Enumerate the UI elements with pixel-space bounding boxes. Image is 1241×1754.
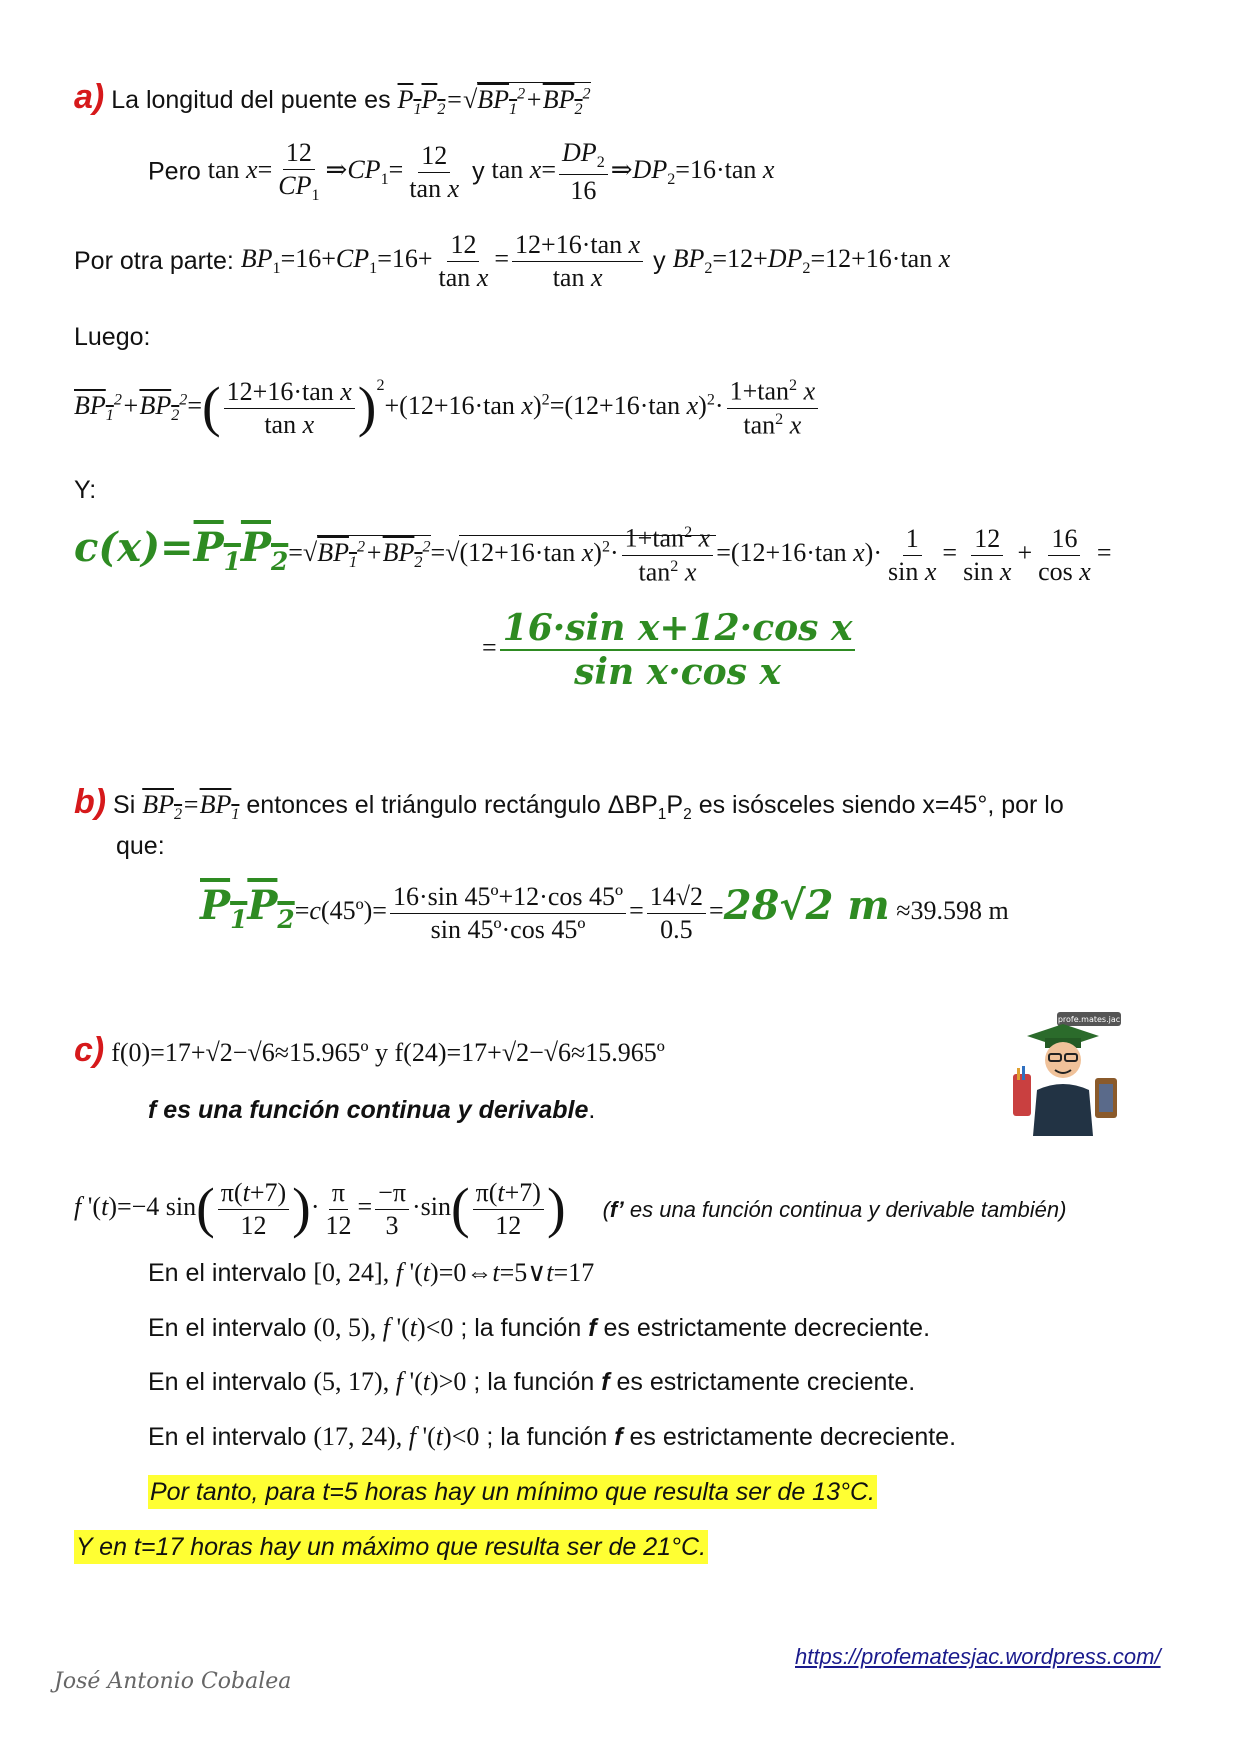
formula-tan-dp2: tan x= $\frac{DP_2}{16}$ $\Rightarrow DP_2=16\cdot\tan$ x — [491, 138, 775, 206]
part-b-approx: ≈39.598 m — [896, 896, 1009, 926]
formula-cx-result: = $\frac{\text{16·sin x+12·cos x}}{\text{sin x·cos x}}$ — [482, 633, 858, 662]
y-text-2: y — [653, 247, 666, 275]
deriv-note-bold: f’ — [609, 1196, 624, 1222]
deriv-note-end: ) — [1059, 1196, 1067, 1222]
interval-line-2: En el intervalo (0, 5), f '(t)<0 ; la función f es estrictamente decreciente. — [148, 1313, 931, 1342]
deriv-note — [603, 1197, 1067, 1222]
decreasing-text-2: es estrictamente decreciente. — [629, 1423, 957, 1451]
formula-c45: $P_1P_2=c(45º)=$ $\frac{\text{16·sin 45º+12·cos 45º}}{\text{sin 45º·cos 45º}}$ = $\frac{14√2}{0.5}$ =28√2 m ≈39.598 m — [200, 882, 1009, 944]
part-a-line7 — [74, 525, 1112, 585]
formula-interval-17-24: (17, 24), f '(t)<0 — [313, 1422, 480, 1451]
interval-line-3: En el intervalo (5, 17), f '(t)>0 ; la función f es estrictamente creciente. — [148, 1367, 916, 1396]
formula-bp2-eq-bp1: $BP_2=BP_1$ — [142, 790, 240, 824]
interval-pre-2: En el intervalo — [148, 1314, 307, 1342]
author-signature: José Antonio Cobalea — [54, 1669, 292, 1694]
part-c-label: c) — [74, 1031, 105, 1069]
part-b-line1: b) Si $BP_2=BP_1$ entonces el triángulo rectángulo $\Delta BP_1P_2$ es isósceles siendo x=45°, por lo — [74, 783, 1064, 824]
interval-pre-1: En el intervalo — [148, 1259, 307, 1287]
formula-bridge-length: $P_1P_2=√BP_1^2+BP_2^2$ — [398, 82, 591, 114]
footer-url-link[interactable]: https://profematesjac.wordpress.com/ — [795, 1644, 1161, 1669]
part-a-line5 — [74, 378, 821, 438]
si-text: Si — [113, 791, 136, 819]
part-a-line3 — [74, 232, 950, 291]
part-a-intro: La longitud del puente es — [111, 86, 391, 114]
footer-author — [54, 1668, 291, 1693]
part-c-line2: f es una función continua y derivable. — [148, 1096, 596, 1124]
Y-text: Y: — [74, 476, 97, 504]
part-c-line3 — [74, 1180, 1066, 1239]
part-b-label: b) — [74, 783, 107, 821]
formula-cx: $c(x)=P_1P_2=√BP_1^2+BP_2^2=√(12+16\cdot\tan$ x)$^2$· $\frac{1+\tan^2 x}{\tan^2 x}$ =(12+16·tan x)· $\frac{1}{\text{sin x}}$ = $\frac{12}{\text{sin x}}$ + $\frac{16}{\text{cos x}}$ = — [74, 523, 1112, 587]
y-text-1: y — [472, 157, 485, 186]
decreasing-text-1: es estrictamente decreciente. — [603, 1314, 931, 1342]
formula-bp1: $BP_1=16+CP_1=16+$ $\frac{12}{\text{tan x}}$ = $\frac{\text{12+16·tan x}}{\text{tan x}}$ — [241, 244, 646, 273]
conclusion-1-text: Por tanto, para t=5 horas hay un mínimo que resulta ser de 13°C. — [148, 1475, 877, 1509]
pero-text: Pero — [148, 157, 201, 186]
formula-interval-5-17: (5, 17), f '(t)>0 — [313, 1367, 467, 1396]
part-b-text2: es isósceles siendo x=45°, por lo — [698, 791, 1064, 819]
mascot-caption: profe.mates.jac — [1057, 1015, 1121, 1024]
part-b-line3 — [200, 884, 1009, 943]
conclusion-2 — [74, 1535, 708, 1560]
interval-line-1 — [148, 1260, 594, 1286]
conclusion-2-text: Y en t=17 horas hay un máximo que resulta ser de 21°C. — [74, 1530, 708, 1564]
part-b-text1: entonces el triángulo rectángulo ΔBP — [246, 791, 658, 819]
por-otra-parte-text: Por otra parte: — [74, 247, 234, 275]
part-a-line8 — [482, 607, 858, 693]
formula-bp2: $BP_2=12+DP_2=12+16\cdot\tan$ x — [672, 243, 951, 278]
interval-funcion-4: ; la función — [486, 1423, 608, 1451]
formula-derivative: f '(t)=−4 sin( $\frac{\pi(t+7)}{12}$ )· $\frac{\pi}{12}$ = $\frac{-\pi}{3}$ ·sin( $\frac{\pi(t+7)}{12}$ ) — [74, 1178, 566, 1241]
conclusion-1 — [148, 1480, 877, 1505]
mascot-figure — [1005, 1010, 1123, 1138]
interval-pre-3: En el intervalo — [148, 1368, 307, 1396]
part-b-text3: que: — [116, 832, 165, 860]
interval-pre-4: En el intervalo — [148, 1423, 307, 1451]
deriv-note-post: es una función continua y derivable también — [623, 1196, 1060, 1222]
formula-sum-squares: $BP_1^2+BP_2^2=$( $\frac{\text{12+16·tan x}}{\text{tan x}}$ )$^2$+(12+16·tan x)$^2$=(12+16·tan x)$^2$· $\frac{1+\tan^2 x}{\tan^2 x}$ — [74, 391, 821, 420]
formula-interval-0-5: (0, 5), f '(t)<0 — [313, 1313, 454, 1342]
formula-f-values: f(0)=17+√2−√6≈15.965º y f(24)=17+√2−√6≈15.965º — [111, 1038, 665, 1067]
continuous-text: f es una función continua y derivable — [148, 1096, 589, 1124]
formula-critical-points: [0, 24], f '(t)=0⇔t=5∨t=17 — [313, 1258, 595, 1287]
footer-url[interactable] — [795, 1644, 1161, 1669]
interval-funcion-2: ; la función — [460, 1314, 582, 1342]
part-a-line2 — [148, 140, 774, 204]
interval-funcion-3: ; la función — [473, 1368, 595, 1396]
increasing-text: es estrictamente creciente. — [616, 1368, 916, 1396]
interval-line-4: En el intervalo (17, 24), f '(t)<0 ; la función f es estrictamente decreciente. — [148, 1422, 957, 1451]
formula-tan-cp1: tan x= $\frac{12}{CP_1}$ $\Rightarrow CP_1=$ $\frac{12}{\text{tan x}}$ — [207, 138, 460, 205]
part-a-label: a) — [74, 78, 105, 116]
part-c-line1 — [74, 1033, 665, 1067]
part-a-line1 — [74, 80, 591, 118]
luego-text: Luego: — [74, 323, 151, 351]
mascot-icon — [1005, 1010, 1123, 1138]
deriv-note-pre: ( — [602, 1196, 610, 1222]
part-b-result: 28√2 m — [723, 882, 890, 930]
